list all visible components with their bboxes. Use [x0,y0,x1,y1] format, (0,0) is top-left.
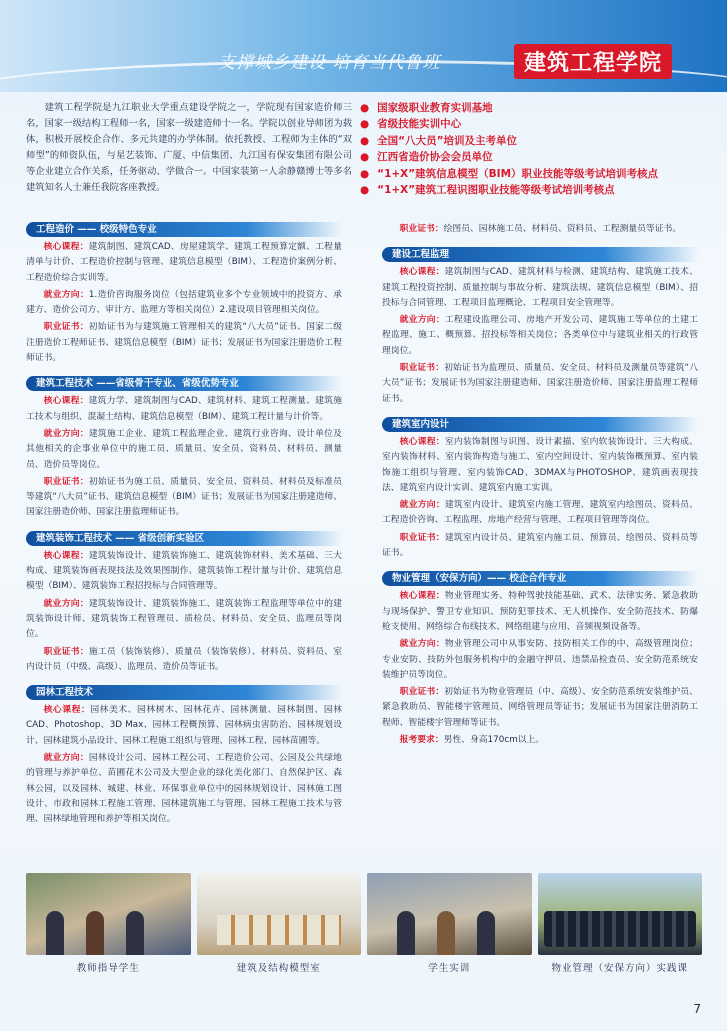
employment [382,637,698,683]
photo-caption: 建筑及结构模型室 [236,963,321,974]
certificates [26,320,342,366]
certificates [382,222,698,237]
core-courses [382,435,698,496]
req-label: 报考要求： [399,735,444,746]
core-text: 建筑制图、建筑CAD、房屋建筑学、建筑工程预算定额、工程量清单与计价、工程造价控制与管理、建筑信息模型（BIM）、工程造价案例分析、工程造价综合实训等。 [26,242,342,283]
employ-text: 园林设计公司、园林工程公司、工程造价公司、公园及公共绿地的管理与养护单位、苗圃花木公司及大型企业的绿化美化部门、自然保护区、森林公园，以及园林、城建、林业、环保事业单位中的园林规划设计、园林施工图设计、市政和园林工程施工管理、园林建筑施工与管理、园林工程施工技术与管理、园林绿地管理和养护等相关岗位。 [26,753,342,825]
section-title: 建筑装饰工程技术 —— 省级创新实验区 [26,531,342,546]
core-text: 物业管理实务、特种驾驶技能基础、武术、法律实务、紧急救助与现场保护、警卫专业知识、预防犯罪技术、无人机操作、安全防范技术、防爆枪支使用、网络综合布线技术、网络组建与应用、音频视频设备等。 [382,591,698,632]
section-title: 物业管理（安保方向）—— 校企合作专业 [382,571,698,586]
employ-text: 建筑施工企业、建筑工程监理企业、建筑行业咨询、设计单位及其他相关的企事业单位中的施工员、质量员、安全员、资料员、材料员、测量员、造价员等岗位。 [26,428,342,470]
person-figure [397,911,415,955]
cert-text: 绘图员、园林施工员、材料员、资料员、工程测量员等证书。 [443,224,682,234]
certificates [26,475,342,521]
employment [382,498,698,529]
core-text: 园林美术、园林树木、园林花卉、园林测量、园林制图、园林CAD、Photoshop、3D Max、园林工程概预算、园林病虫害防治、园林规划设计、园林建筑小品设计、园林工程施工组织与管理、园林工程、园林苗圃等。 [26,705,342,746]
photo-caption: 教师指导学生 [76,963,140,974]
employment [382,313,698,359]
employ-text: 1.造价咨询服务岗位（包括建筑业多个专业领域中的投资方、承建方、造价公司方、审计方、监理方等相关岗位）2.建设项目管理相关岗位。 [26,289,342,316]
core-text: 建筑制图与CAD、建筑材料与检测、建筑结构、建筑施工技术、建筑工程投资控制、质量控制与事故分析、建筑法规、建筑信息模型（BIM）、招投标与合同管理、工程项目监理概论、工程项目安全管理等。 [382,267,698,308]
person-figure [437,911,455,955]
core-courses [26,394,342,425]
section-cost [26,222,342,366]
employ-text: 建筑室内设计、建筑室内施工管理、建筑室内绘图员、资料员、工程造价咨询、工程监理、房地产经营与管理、工程项目管理等岗位。 [382,500,698,526]
photo-captions [26,960,702,974]
honor-item: ● 全国“八大员”培训及主考单位 [360,133,720,149]
header-banner [0,0,727,92]
photo-caption: 物业管理（安保方向）实践课 [551,963,688,974]
model-shelves [217,915,342,945]
section-title: 建筑工程技术 ——省级骨干专业、省级优势专业 [26,376,342,391]
honor-item: ● 江西省造价协会会员单位 [360,149,720,165]
person-figure [86,911,104,955]
section-title: 园林工程技术 [26,685,342,700]
section-title: 建筑室内设计 [382,417,698,432]
right-column [382,222,698,758]
employ-label: 就业方向： [43,428,89,439]
section-construction [26,376,342,520]
employ-text: 建筑装饰设计、建筑装饰施工、建筑装饰工程监理等单位中的建筑装饰设计师、建筑装饰工程管理员、质检员、材料员、安全员、监理员等岗位。 [26,598,342,640]
core-courses [26,240,342,286]
cert-label: 职业证书： [399,224,444,234]
photo-strip [26,873,702,955]
employment [26,597,342,643]
employ-label: 就业方向： [43,598,89,609]
photo-caption: 学生实训 [428,963,471,974]
certificates [382,531,698,562]
core-label: 核心课程： [399,267,445,278]
college-title: 建筑工程学院 [514,44,672,79]
core-text: 建筑力学、建筑制图与CAD、建筑材料、建筑工程测量、建筑施工技术与组织、混凝土结构、建筑信息模型（BIM）、建筑工程计量与计价等。 [26,396,342,422]
cert-text: 初始证书为物业管理员（中、高级）、安全防范系统安装维护员、紧急救助员、智能楼宇管理员、网络管理员等证书；发展证书为国家注册消防工程师、智能楼宇管理师等证书。 [382,687,698,728]
honor-item: ● 国家级职业教育实训基地 [360,100,720,116]
honor-item: ● “1+X”建筑工程识图职业技能等级考试培训考核点 [360,182,720,198]
honors-list [360,100,720,198]
cert-text: 施工员（装饰装修）、质量员（装饰装修）、材料员、资料员、室内设计员（中级、高级）、监理员、造价员等证书。 [26,646,342,672]
core-text: 室内装饰制图与识图、设计素描、室内软装饰设计、三大构成、室内装饰材料、室内装饰构造与施工、室内空间设计、室内装饰概预算、室内装饰施工组织与管理、室内装饰CAD、3DMAX与PHOTOSHOP、建筑画表现技法、建筑室内设计实训、建筑室内施工实训。 [382,436,698,493]
photo-teacher-guidance [26,873,191,955]
left-column [26,222,342,838]
formation-row [544,911,697,947]
core-text: 建筑装饰设计、建筑装饰施工、建筑装饰材料、美术基础、三大构成、建筑装饰画表现技法及效果图制作、建筑装饰工程计量与计价、建筑信息模型（BIM）、建筑装饰工程招投标与合同管理等。 [26,550,342,592]
person-figure [126,911,144,955]
employ-label: 就业方向： [399,500,445,511]
cert-label: 职业证书： [399,363,445,374]
honor-item: ● “1+X”建筑信息模型（BIM）职业技能等级考试培训考核点 [360,166,720,182]
core-label: 核心课程： [399,591,445,602]
section-landscape-cert [382,222,698,237]
employ-text: 工程建设监理公司、房地产开发公司、建筑施工等单位的土建工程监理、施工、概预算、招投标等相关岗位；各类单位中与建筑业相关的行政管理岗位。 [382,315,698,356]
employment [26,427,342,473]
core-label: 核心课程： [399,436,445,447]
cert-label: 职业证书： [43,476,89,487]
section-supervision [382,247,698,407]
certificates [382,685,698,731]
req-text: 男性、身高170cm以上。 [443,735,545,746]
core-label: 核心课程： [43,396,89,407]
employ-text: 物业管理公司中从事安防、技防相关工作的中、高级管理岗位；专业安防、技防外包服务机构中的金融守押员、违禁品检查员、安全防范系统安装维护员等岗位。 [382,639,698,680]
section-decoration [26,531,342,675]
cert-text: 建筑室内设计员、建筑室内施工员、预算员、绘图员、资料员等证书。 [382,532,698,559]
header-slogan: 支撑城乡建设 培育当代鲁班 [218,53,441,73]
cert-label: 职业证书： [43,646,89,657]
employ-label: 就业方向： [43,753,89,764]
requirements [382,733,698,748]
cert-label: 职业证书： [399,532,445,543]
core-label: 核心课程： [43,242,89,252]
core-courses [26,703,342,749]
cert-label: 职业证书： [43,322,89,333]
certificates [26,645,342,676]
core-label: 核心课程： [43,705,91,716]
person-figure [46,911,64,955]
employ-label: 就业方向： [43,289,89,300]
employment [26,288,342,319]
cert-label: 职业证书： [399,687,445,698]
person-figure [477,911,495,955]
cert-text: 初始证书为与建筑施工管理相关的建筑“八大员”证书、国家二级注册造价工程师证书、建筑信息模型（BIM）证书；发展证书为国家注册造价工程师证书。 [26,322,342,364]
page-number: 7 [693,1002,701,1016]
cert-text: 初始证书为监理员、质量员、安全员、材料员及测量员等建筑“八大员”证书；发展证书为国家注册建造师、国家注册造价师、国家注册监理工程师证书。 [382,363,698,404]
cert-text: 初始证书为施工员、质量员、安全员、资料员、材料员及标准员等建筑“八大员”证书、建筑信息模型（BIM）证书；发展证书为国家注册建造师、国家注册造价师、国家注册监理师证书。 [26,476,342,518]
employ-label: 就业方向： [399,639,445,650]
employment [26,751,342,827]
section-landscape [26,685,342,827]
core-courses [382,265,698,311]
employ-label: 就业方向： [399,315,445,326]
core-courses [26,549,342,595]
honor-item: ● 省级技能实训中心 [360,116,720,132]
section-title: 建设工程监理 [382,247,698,262]
section-interior [382,417,698,561]
certificates [382,361,698,407]
core-label: 核心课程： [43,550,89,561]
intro-paragraph: 建筑工程学院是九江职业大学重点建设学院之一，学院现有国家造价师三名，国家一级结构工程师一名，国家一级建造师十一名。学院以创业导师团为载体，积极开展校企合作、多元共建的办学体制。依托教授、工程师为主体的“双师型”的师资队伍，与星艺装饰、广厦、中信集团、九江国有保安集团有限公司等企业建立合作关系，任务驱动、学做合一。中国家装第一人余静赣博士等多名建筑知名人士兼任我院客座教授。 [26,102,352,193]
photo-model-room [197,873,362,955]
photo-security-practice [538,873,703,955]
photo-student-training [367,873,532,955]
section-property [382,571,698,748]
core-courses [382,589,698,635]
section-title: 工程造价 —— 校级特色专业 [26,222,342,237]
